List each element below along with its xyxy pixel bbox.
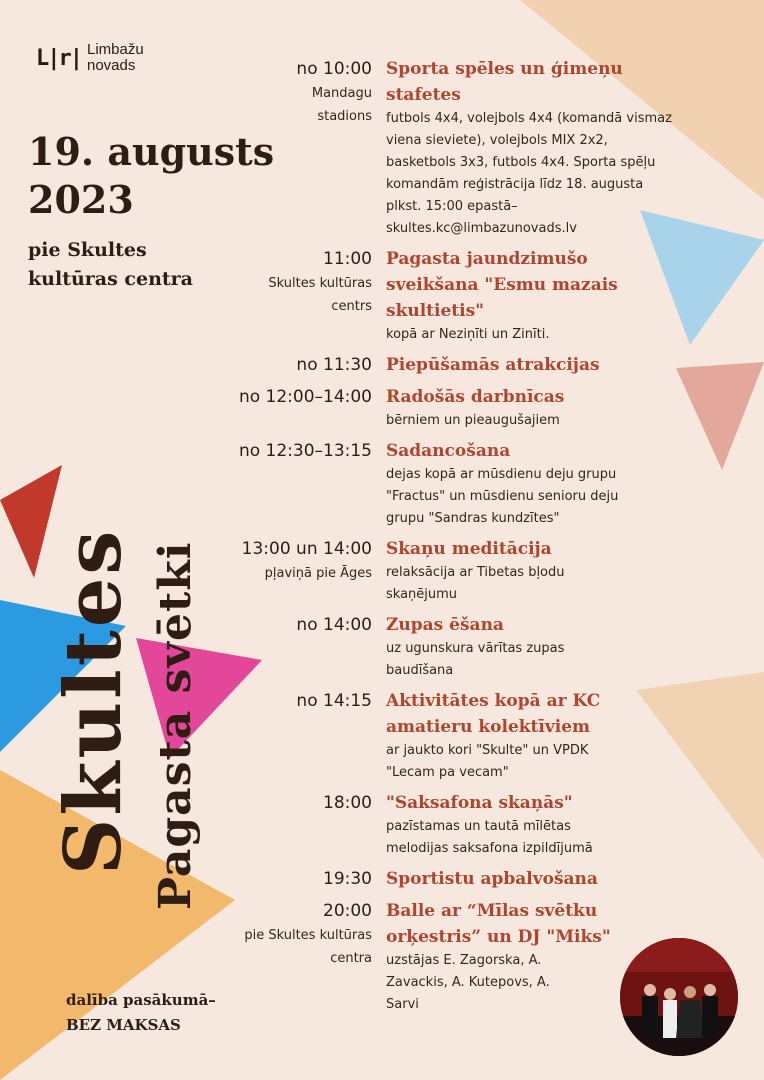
schedule-item-when [210, 536, 386, 606]
event-time: 11:00 [323, 249, 372, 269]
event-title: Radošās darbnīcas [386, 387, 565, 407]
schedule-item [210, 536, 758, 606]
event-venue [28, 236, 193, 294]
schedule-item [210, 438, 758, 530]
event-title: Aktivitātes kopā ar KC [386, 691, 601, 711]
schedule-item [210, 790, 758, 860]
event-title: Sporta spēles un ģimeņu [386, 59, 623, 79]
schedule-item-what [386, 612, 758, 682]
schedule-item-what [386, 866, 758, 892]
schedule-item-what [386, 384, 758, 432]
date-line-1: 19. augusts [28, 129, 275, 174]
free-line-1: dalība pasākumā– [66, 991, 216, 1009]
event-description: dejas kopā ar mūsdienu deju grupu [386, 467, 617, 482]
event-time: 18:00 [323, 793, 372, 813]
schedule-item-when [210, 352, 386, 378]
event-description: skaņējumu [386, 587, 458, 602]
event-description: bērniem un pieaugušajiem [386, 413, 560, 428]
schedule-item [210, 246, 758, 346]
event-place: Skultes kultūras [268, 276, 372, 291]
event-description: skultes.kc@limbazunovads.lv [386, 221, 577, 236]
event-title: Piepūšamās atrakcijas [386, 355, 600, 375]
event-title: Skaņu meditācija [386, 539, 552, 559]
logo-line-1: Limbažu [86, 41, 144, 58]
event-time: no 12:00–14:00 [238, 387, 372, 407]
event-place: Mandagu [311, 86, 372, 101]
schedule-item [210, 866, 758, 892]
event-description: Zavackis, A. Kutepovs, A. [386, 975, 550, 990]
schedule-item-what [386, 438, 758, 530]
schedule-item-what [386, 688, 758, 784]
schedule-item-what [386, 352, 758, 378]
schedule-item [210, 612, 758, 682]
event-title: Balle ar “Mīlas svētku [386, 901, 598, 921]
event-description: komandām reģistrācija līdz 18. augusta [386, 177, 644, 192]
event-time: no 12:30–13:15 [238, 441, 372, 461]
event-title: Pagasta jaundzimušo [386, 249, 588, 269]
event-time: no 10:00 [296, 59, 372, 79]
event-description: uz ugunskura vārītas zupas [386, 641, 565, 656]
event-time: 13:00 un 14:00 [241, 539, 372, 559]
event-description: relaksācija ar Tibetas bļodu [386, 565, 565, 580]
event-description: futbols 4x4, volejbols 4x4 (komandā vismaz [386, 111, 672, 126]
schedule-item-what [386, 246, 758, 346]
schedule-item-what [386, 536, 758, 606]
schedule-item [210, 688, 758, 784]
logo-text [87, 42, 144, 74]
schedule-item-when [210, 246, 386, 346]
event-title: Sadancošana [386, 441, 511, 461]
event-time: no 14:15 [296, 691, 372, 711]
event-title: stafetes [386, 85, 461, 105]
schedule-item [210, 384, 758, 432]
event-description: plkst. 15:00 epastā– [386, 199, 518, 214]
event-description: uzstājas E. Zagorska, A. [386, 953, 542, 968]
event-time: no 14:00 [296, 615, 372, 635]
schedule-item [210, 352, 758, 378]
event-title: amatieru kolektīviem [386, 717, 590, 737]
event-description: grupu "Sandras kundzītes" [386, 511, 560, 526]
date-line-2: 2023 [28, 177, 134, 222]
event-description: melodijas saksafona izpildījumā [386, 841, 593, 856]
event-title: Sportistu apbalvošana [386, 869, 598, 889]
venue-line-2: kultūras centra [28, 268, 193, 290]
band-photo [620, 938, 738, 1056]
event-place: centra [330, 951, 372, 966]
event-description: kopā ar Neziņīti un Zinīti. [386, 327, 550, 342]
schedule-item-when [210, 898, 386, 1016]
event-description: Sarvi [386, 997, 419, 1012]
event-time: 19:30 [323, 869, 372, 889]
event-description: baudīšana [386, 663, 454, 678]
schedule-item-when [210, 866, 386, 892]
schedule-item-when [210, 384, 386, 432]
event-title: "Saksafona skaņās" [386, 793, 573, 813]
venue-line-1: pie Skultes [28, 239, 147, 261]
event-place: pļaviņā pie Āges [264, 566, 372, 581]
logo-line-2: novads [86, 57, 136, 74]
logo-mark: L|r| [36, 45, 81, 71]
free-admission-note [66, 988, 216, 1038]
event-time: 20:00 [323, 901, 372, 921]
event-title: sveikšana "Esmu mazais [386, 275, 618, 295]
limbazu-novads-logo [36, 42, 144, 74]
schedule-item-what [386, 56, 758, 240]
vertical-title-sub: Pagasta svētki [150, 541, 201, 910]
event-title: skultietis" [386, 301, 485, 321]
event-place: pie Skultes kultūras [244, 928, 372, 943]
vertical-title-main: Skultes [48, 527, 139, 875]
event-time: no 11:30 [296, 355, 372, 375]
free-line-2: BEZ MAKSAS [66, 1016, 181, 1034]
event-description: ar jaukto kori "Skulte" un VPDK [386, 743, 589, 758]
schedule-item-when [210, 790, 386, 860]
event-description: viena sieviete), volejbols MIX 2x2, [386, 133, 608, 148]
event-title: Zupas ēšana [386, 615, 504, 635]
schedule-item-when [210, 56, 386, 240]
event-description: "Fractus" un mūsdienu senioru deju [386, 489, 619, 504]
schedule-item-when [210, 612, 386, 682]
event-place: stadions [317, 109, 372, 124]
event-place: centrs [331, 299, 372, 314]
schedule-item-when [210, 688, 386, 784]
event-description: basketbols 3x3, futbols 4x4. Sporta spēļu [386, 155, 656, 170]
schedule-item-what [386, 790, 758, 860]
event-description: "Lecam pa vecam" [386, 765, 509, 780]
schedule-item-when [210, 438, 386, 530]
event-title: orķestris” un DJ "Miks" [386, 927, 611, 947]
event-description: pazīstamas un tautā mīlētas [386, 819, 571, 834]
schedule-item [210, 56, 758, 240]
event-schedule [210, 56, 758, 1022]
